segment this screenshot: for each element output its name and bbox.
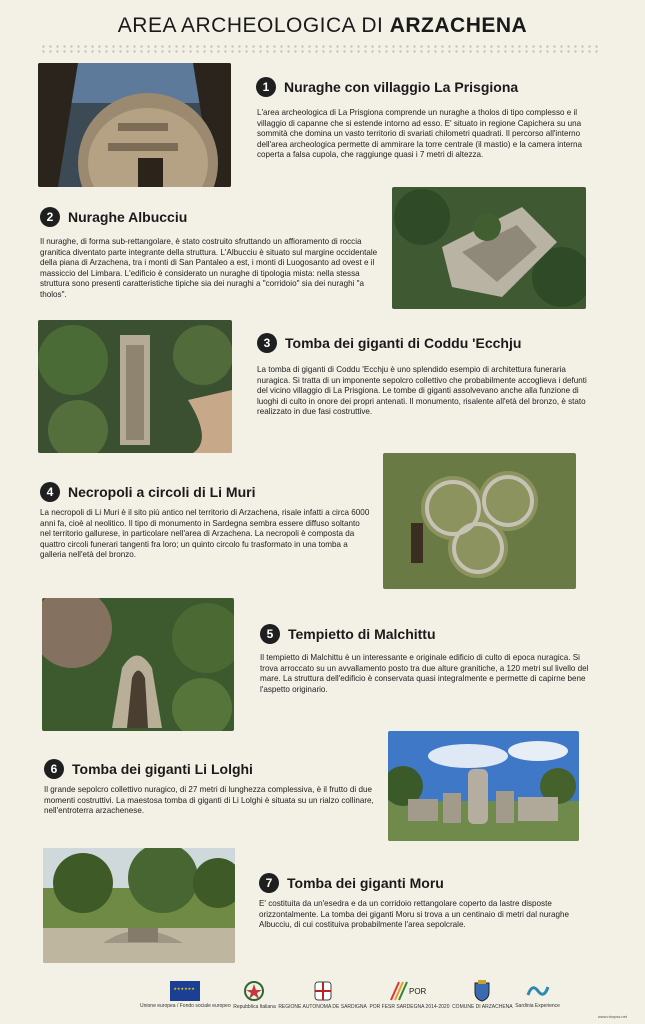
section-title: Nuraghe con villaggio La Prisgiona: [284, 79, 519, 95]
section-2-text: [40, 237, 380, 301]
sponsor-logos: [140, 978, 560, 1012]
photo-nuraghe-la-prisgiona: [38, 63, 231, 187]
section-body: Il grande sepolcro collettivo nuragico, di 27 metri di lunghezza complessiva, è il frutto di due momenti costruttivi. La maestosa tomba di giganti di Li Lolghi è situata su un rialzo collinare, nell'entroterra arzachenese.: [44, 785, 374, 816]
por-fesr-icon: [369, 980, 449, 1010]
logo-caption: Unione europea / Fondo sociale europeo: [140, 1003, 231, 1009]
photo-necropoli-li-muri: [383, 453, 576, 589]
section-7-text: [259, 899, 594, 931]
italy-emblem-icon: [233, 980, 276, 1010]
section-3-heading: [257, 333, 521, 353]
arzachena-crest-icon: [452, 980, 513, 1010]
section-number-badge: 5: [260, 624, 280, 644]
sardinia-experience-icon: [515, 981, 560, 1009]
logo-caption: POR FESR SARDEGNA 2014-2020: [369, 1004, 450, 1010]
logo-caption: COMUNE DI ARZACHENA: [452, 1004, 513, 1010]
photo-tempietto-malchittu: [42, 598, 234, 731]
section-title: Tomba dei giganti Li Lolghi: [72, 761, 253, 777]
section-number-badge: 3: [257, 333, 277, 353]
section-2-heading: [40, 207, 187, 227]
section-3-text: [257, 365, 592, 418]
photo-tomba-li-lolghi: [388, 731, 579, 841]
title-prefix: AREA ARCHEOLOGICA DI: [117, 14, 390, 37]
section-title: Tomba dei giganti Moru: [287, 875, 444, 891]
section-5-heading: [260, 624, 436, 644]
section-body: E' costituita da un'esedra e da un corridoio rettangolare coperto da lastre disposte orizzontalmente. La tomba dei giganti Moru si trova a un centinaio di metri dal nuraghe Albucciu, di cui costituiva probabilmente l'area sepolcrale.: [259, 899, 569, 930]
section-title: Tomba dei giganti di Coddu 'Ecchju: [285, 335, 522, 351]
section-title: Nuraghe Albucciu: [68, 209, 188, 225]
section-6-heading: [44, 759, 253, 779]
title-bold: ARZACHENA: [389, 14, 528, 37]
sardinia-region-icon: [278, 980, 367, 1010]
section-title: Necropoli a circoli di Li Muri: [68, 484, 256, 500]
section-5-text: [260, 653, 590, 695]
braille-strip: [40, 44, 600, 54]
section-title: Tempietto di Malchittu: [288, 626, 436, 642]
section-7-heading: [259, 873, 444, 893]
website-url: www.nbopss.net: [597, 1014, 627, 1019]
section-4-text: [40, 508, 370, 561]
section-body: La necropoli di Li Muri è il sito più antico nel territorio di Arzachena, risale infatti a circa 6000 anni fa, cioè al neolitico. Il tipo di monumento in Sardegna sembra essere diffuso soltanto nel territorio gallurese, in particolare nell'area di Arzachena. La necropoli è composta da quattro circoli funerari tangenti fra loro; un quinto circolo fu trasformato in una tomba a galleria nell'età del bronzo.: [40, 508, 370, 560]
section-body: Il nuraghe, di forma sub-rettangolare, è stato costruito sfruttando un affioramento di roccia granitica diventato parte integrante della struttura. L'Albucciu è situato sul margine occidentale della piana di Arzachena, tra i monti di San Pantaleo a est, i monti di Luogosanto ad ovest e il massiccio del Limbara. L'edificio è considerato un nuraghe di tipologia mista: nella stessa struttura sono presenti caratteristiche tipiche sia dei nuraghi a "corridoio" sia dei nuraghi "a tholos".: [40, 237, 378, 299]
section-number-badge: 6: [44, 759, 64, 779]
logo-caption: REGIONE AUTONOMA DE SARDIGNA: [278, 1004, 367, 1010]
photo-tomba-coddu-ecchju: [38, 320, 232, 453]
section-1-heading: [256, 77, 518, 97]
section-6-text: [44, 785, 374, 817]
logo-caption: Sardinia Experience: [515, 1003, 560, 1009]
section-1-text: [257, 108, 597, 161]
eu-flag-icon: [140, 981, 231, 1009]
section-body: Il tempietto di Malchittu è un interessante e originale edificio di culto di epoca nuragica. Si trova arroccato su un avvallamento posto tra due alture granitiche, a 120 metri sul livello del mare. La struttura dell'edificio è conservata quasi integralmente e permette di capirne bene l'aspetto originario.: [260, 653, 589, 694]
section-number-badge: 7: [259, 873, 279, 893]
section-number-badge: 1: [256, 77, 276, 97]
photo-nuraghe-albucciu: [392, 187, 586, 309]
photo-tomba-moru: [43, 848, 235, 963]
svg-text:POR: POR: [409, 987, 427, 996]
section-number-badge: 2: [40, 207, 60, 227]
section-body: L'area archeologica di La Prisgiona comprende un nuraghe a tholos di tipo complesso e il villaggio di capanne che si estende intorno ad esso. E' situato in regione Capichera su una sommità che domina un vasto territorio di svariati chilometri quadrati. Il percorso all'interno dell'area archeologica permette di ammirare la torre centrale (il mastio) e la camera interna coperta a falsa cupola, che raggiunge quasi i 7 metri di altezza.: [257, 108, 582, 160]
logo-caption: Repubblica Italiana: [233, 1004, 276, 1010]
page-title: [0, 14, 645, 38]
section-4-heading: [40, 482, 255, 502]
section-number-badge: 4: [40, 482, 60, 502]
section-body: La tomba di giganti di Coddu 'Ecchju è uno splendido esempio di architettura funeraria nuragica. Si tratta di un imponente sepolcro collettivo che probabilmente accoglieva i defunti del vicino villaggio di La Prisgiona. Le tombe di giganti assolvevano anche alla funzione di luoghi di culto in onore dei propri antenati. Il monumento, risalente all'età del bronzo, è stato realizzato in due fasi costruttive.: [257, 365, 587, 417]
